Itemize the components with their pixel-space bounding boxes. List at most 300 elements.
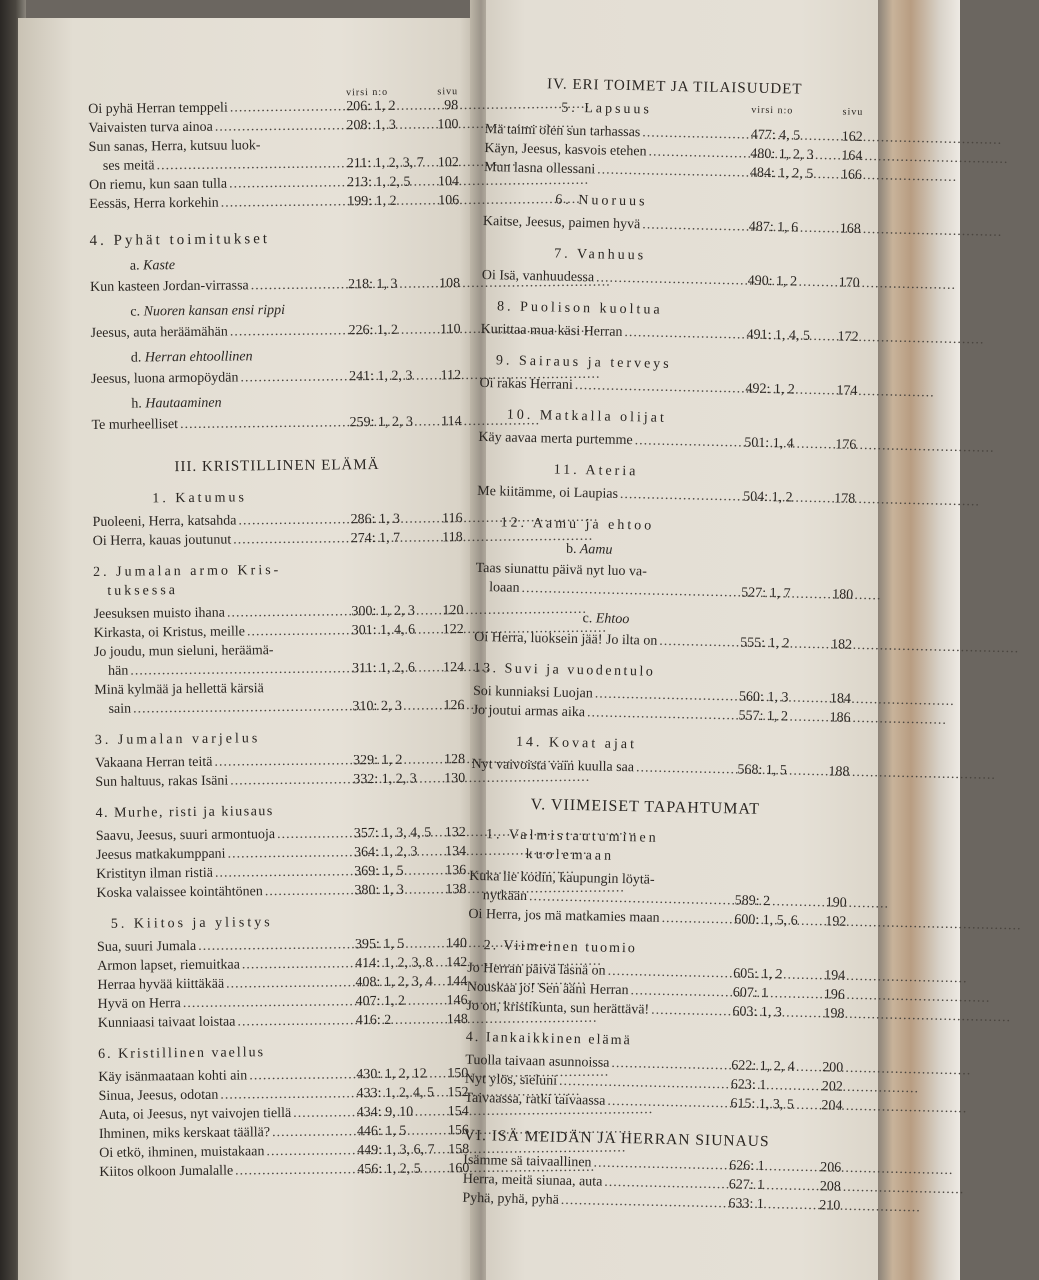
page-number: 176 (835, 437, 857, 453)
index-entry (471, 755, 849, 782)
dot-leader (196, 935, 355, 956)
index-group (97, 934, 468, 1033)
index-entry (98, 1010, 468, 1033)
hymn-title: Puoleeni, Herra, katsahda (92, 513, 237, 530)
hymn-number: 211: 1, 2, 3, 7 (346, 155, 424, 172)
hymn-number: 329: 1, 2 (353, 752, 403, 769)
hymn-title: Käyn, Jeesus, kasvois etehen (484, 140, 647, 160)
dot-leader (238, 367, 349, 387)
hymn-number: 408: 1, 2, 3, 4 (355, 974, 433, 991)
page-number: 110 (440, 322, 461, 338)
hymn-number: 589: 2 (734, 893, 771, 910)
subsection-title: 9. Sairaus ja terveys (495, 353, 672, 372)
hymn-title: Kristityn ilman ristiä (96, 865, 213, 882)
subsection-title: 13. Suvi ja vuodentulo (473, 660, 656, 680)
dot-leader (640, 215, 749, 236)
hymn-title: Oi Herra, kauas joutunut (92, 532, 232, 549)
hymn-number: 615: 1, 3, 5 (730, 1096, 795, 1113)
hymn-number: 407: 1, 2 (355, 993, 406, 1010)
hymn-title: Kaitse, Jeesus, paimen hyvä (482, 213, 641, 233)
index-group (484, 120, 863, 185)
page-number: 152 (447, 1085, 469, 1101)
dot-leader (225, 843, 354, 863)
hymn-title: Sinua, Jeesus, odotan (98, 1087, 219, 1104)
page-number: 150 (447, 1066, 469, 1082)
index-entry (478, 428, 856, 455)
virsi-heading: virsi n:o (346, 86, 389, 99)
dot-leader (263, 881, 355, 901)
subsection-title: 6. Kristillinen vaellus (98, 1045, 266, 1062)
subsection-title: d. Herran ehtoollinen (130, 349, 253, 366)
page-number: 100 (437, 117, 459, 133)
hymn-title: Jo joutui armas aika (472, 702, 586, 721)
dot-leader (291, 1103, 357, 1123)
left-column (88, 82, 469, 1182)
page-number: 104 (437, 174, 460, 190)
hymn-title: Oi Isä, vanhuudessa (481, 267, 595, 286)
hymn-number: 487: 1, 6 (748, 219, 799, 236)
dot-leader (219, 192, 348, 212)
index-group (468, 867, 847, 932)
hymn-number: 480: 1, 2, 3 (750, 146, 814, 163)
index-group (462, 1151, 841, 1216)
page-number: 142 (446, 955, 468, 971)
hymn-number: 603: 1, 3 (732, 1004, 782, 1021)
hymn-number: 430: 1, 2, 12 (356, 1066, 427, 1083)
page-number: 112 (440, 368, 462, 384)
page-number: 146 (446, 993, 468, 1009)
hymn-title: Koska valaissee kointähtönen (96, 884, 263, 901)
dot-leader (227, 173, 347, 193)
hymn-number: 286: 1, 3 (350, 511, 401, 528)
virsi-heading: virsi n:o (751, 104, 794, 117)
index-group (98, 1064, 469, 1182)
dot-leader (178, 413, 350, 434)
dot-leader (270, 1122, 357, 1142)
index-entry (477, 482, 855, 509)
subsection-title: c. Nuoren kansan ensi rippi (130, 302, 286, 320)
page-number: 158 (448, 1142, 470, 1158)
dot-leader (218, 1084, 356, 1104)
dot-leader (657, 632, 740, 653)
hymn-title: Mun lasna ollessani (483, 159, 596, 178)
dot-leader (595, 160, 750, 182)
dot-leader (594, 268, 748, 290)
hymn-number: 527: 1, 7 (741, 585, 791, 602)
index-group (466, 959, 845, 1024)
index-entry (482, 266, 860, 293)
hymn-title-continuation: ses meitä (102, 158, 155, 174)
subsection-title: 14. Kovat ajat (515, 734, 638, 753)
hymn-title: Saavu, Jeesus, suuri armontuoja (95, 827, 276, 844)
dot-leader (659, 909, 734, 930)
subsection-title: 4. Iankaikkinen elämä (465, 1029, 632, 1049)
index-group (464, 1051, 843, 1116)
hymn-number: 623: 1 (730, 1077, 767, 1094)
index-group (90, 274, 460, 297)
hymn-title-continuation: hän (108, 663, 129, 679)
page-number: 116 (441, 511, 463, 527)
hymn-number: 380: 1, 3 (354, 882, 404, 899)
hymn-number: 501: 1, 4 (744, 435, 794, 452)
page-number: 128 (443, 752, 466, 768)
dot-leader (585, 703, 739, 725)
subsection-title: c. Ehtoo (582, 611, 630, 628)
page-number: 126 (443, 698, 465, 714)
main-section-title: V. VIIMEISET TAPAHTUMAT (530, 796, 761, 818)
hymn-title: Te murheelliset (91, 417, 179, 433)
page-number: 130 (444, 771, 466, 787)
page-number: 198 (823, 1006, 845, 1022)
page-number: 156 (447, 1123, 470, 1139)
page-number: 180 (832, 587, 854, 603)
dot-leader (225, 602, 352, 622)
hymn-title: Sua, suuri Jumala (96, 938, 197, 955)
hymn-title: Mä taimi olen sun tarhassas (484, 121, 641, 141)
hymn-title: Jeesus, luona armopöydän (90, 370, 239, 387)
hymn-title: Nyt ylös, sieluni (464, 1071, 558, 1089)
hymn-number: 504: 1, 2 (743, 489, 793, 506)
page-number: 98 (444, 98, 459, 114)
dot-leader (240, 954, 356, 974)
index-group (479, 374, 857, 401)
hymn-number: 490: 1, 2 (747, 273, 798, 290)
hymn-title: Ihminen, miks kerskaat täällä? (98, 1125, 271, 1142)
page-number: 170 (838, 275, 860, 291)
index-group (472, 682, 851, 728)
main-section-title: IV. ERI TOIMET JA TILAISUUDET (546, 76, 803, 98)
hymn-title: Oi etkö, ihminen, muistakaan (99, 1144, 265, 1161)
page-number: 122 (442, 622, 464, 638)
dot-leader (649, 1001, 733, 1022)
hymn-number: 605: 1, 2 (733, 966, 783, 983)
index-group (91, 366, 461, 389)
subsection-title: 3. Jumalan varjelus (94, 731, 261, 748)
page-number: 164 (841, 148, 863, 164)
dot-leader (573, 376, 746, 399)
hymn-title: Oi rakas Herrani (479, 375, 573, 393)
dot-leader (181, 992, 356, 1013)
index-entry (90, 320, 460, 343)
hymn-title: Sun sanas, Herra, kutsuu luok- (88, 138, 261, 155)
subsection-title: b. Aamu (565, 541, 613, 558)
index-group (482, 266, 860, 293)
dot-leader (212, 751, 353, 771)
index-group (478, 428, 856, 455)
hymn-title: Vaivaisten turva ainoa (88, 119, 213, 136)
page-number: 192 (825, 914, 847, 930)
index-group (477, 482, 855, 509)
index-entry (479, 374, 857, 401)
hymn-title: Me kiitämme, oi Laupias (477, 483, 619, 502)
hymn-number: 568: 1, 5 (737, 762, 788, 779)
index-group (90, 320, 460, 343)
subsection-title: a. Kaste (129, 258, 176, 274)
index-group (93, 601, 464, 719)
hymn-number: 395: 1, 5 (354, 936, 405, 953)
hymn-title: Jo Herran päivä läsnä on (467, 960, 606, 979)
index-entry (96, 880, 466, 903)
hymn-title: Taas siunattu päivä nyt luo va- (475, 560, 648, 580)
page-number: 208 (819, 1179, 841, 1195)
hymn-number: 449: 1, 3, 6, 7 (357, 1142, 435, 1159)
dot-leader (646, 142, 750, 163)
hymn-number: 607: 1 (732, 985, 769, 1002)
dot-leader (235, 1011, 356, 1031)
index-entry (91, 366, 461, 389)
dot-leader (154, 154, 346, 175)
hymn-title: Pyhä, pyhä, pyhä (462, 1190, 560, 1208)
dot-leader (519, 579, 741, 603)
index-entry-continuation (94, 696, 464, 719)
subsection-title: h. Hautaaminen (131, 395, 222, 412)
dot-leader (605, 1092, 730, 1114)
hymn-number: 218: 1, 3 (348, 276, 398, 293)
dot-leader (131, 697, 353, 718)
dot-leader (213, 116, 347, 136)
hymn-title: Käy aavaa merta purtemme (478, 429, 633, 449)
hymn-title: Hyvä on Herra (97, 996, 181, 1012)
subsection-title: 1. Valmistautuminen kuolemaan (485, 827, 659, 864)
dot-leader (622, 323, 746, 345)
page-number: 210 (819, 1198, 841, 1214)
hymn-title: Vakaana Herran teitä (95, 754, 213, 771)
subsection-title: 10. Matkalla olijat (506, 407, 668, 426)
index-group (88, 96, 459, 214)
hymn-number: 274: 1, 7 (350, 530, 401, 547)
page-number: 186 (829, 710, 851, 726)
hymn-number: 206: 1, 2 (346, 98, 396, 115)
index-group (96, 823, 467, 903)
page-number: 160 (448, 1161, 470, 1177)
hymn-number: 416: 2 (355, 1012, 392, 1029)
subsection-title: 4. Murhe, risti ja kiusaus (95, 804, 274, 821)
hymn-number: 369: 1, 5 (354, 863, 404, 880)
dot-leader (559, 1191, 729, 1214)
subsection-title: 5. Kiitos ja ylistys (110, 915, 273, 932)
hymn-number: 364: 1, 2, 3 (353, 844, 418, 861)
dot-leader (236, 510, 350, 530)
page-number: 108 (439, 276, 461, 292)
hymn-number: 600: 1, 5, 6 (734, 912, 798, 929)
hymn-number: 414: 1, 2, 3, 8 (355, 955, 433, 972)
right-column (462, 74, 864, 1216)
hymn-title: Herra, meitä siunaa, auta (462, 1171, 603, 1190)
dot-leader (228, 97, 347, 117)
hymn-number: 446: 1, 5 (356, 1123, 407, 1140)
dot-leader (249, 275, 349, 295)
index-group (92, 509, 462, 551)
page-number: 200 (822, 1060, 844, 1076)
hymn-title: Kuka lie kodin, kaupungin löytä- (469, 868, 655, 888)
page-number: 172 (837, 329, 859, 345)
subsection-title: 2. Viimeinen tuomio (483, 938, 638, 957)
hymn-number: 491: 1, 4, 5 (746, 327, 811, 344)
page-number: 118 (442, 530, 463, 546)
page-number: 102 (437, 155, 459, 171)
index-entry (483, 212, 861, 239)
hymn-number: 310: 2, 3 (352, 698, 402, 715)
page-number: 196 (823, 987, 845, 1003)
page-number: 178 (834, 491, 856, 507)
main-section-title: III. KRISTILLINEN ELÄMÄ (174, 456, 380, 476)
dot-leader (245, 621, 352, 641)
index-group (480, 320, 858, 347)
subsection-title: 1. Katumus (152, 490, 247, 507)
page-number: 174 (836, 383, 858, 399)
page-number: 162 (841, 129, 863, 145)
index-entry (91, 412, 461, 435)
page-number: 124 (443, 660, 465, 676)
dot-leader (632, 431, 744, 452)
page-number: 106 (438, 193, 460, 209)
dot-leader (609, 1054, 731, 1076)
hymn-number: 332: 1, 2, 3 (353, 771, 417, 788)
hymn-title: Jo joudu, mun sieluni, heräämä- (93, 643, 274, 660)
hymn-number: 300: 1, 2, 3 (351, 603, 415, 620)
hymn-title: Jeesus, auta heräämähän (90, 324, 228, 341)
hymn-number: 241: 1, 2, 3 (348, 368, 413, 385)
page-number: 114 (440, 414, 462, 430)
subsection-title: 5. Lapsuus (561, 100, 653, 118)
dot-leader (618, 485, 744, 507)
hymn-number: 301: 1, 4, 6 (351, 622, 416, 639)
hymn-title: Kun kasteen Jordan-virrassa (90, 278, 249, 295)
hymn-number: 434: 9, 10 (356, 1104, 414, 1121)
hymn-title: Tuolla taivaan asunnoissa (465, 1052, 610, 1071)
subsection-title: 11. Ateria (553, 462, 639, 480)
index-group (475, 559, 854, 605)
subsection-title: 8. Puolison kuoltua (496, 299, 663, 318)
page-number: 184 (829, 691, 852, 707)
page-number: 136 (445, 863, 467, 879)
index-entry (90, 274, 460, 297)
index-entry (480, 320, 858, 347)
hymn-title: Herraa hyvää kiittäkää (97, 976, 225, 993)
page-number: 188 (828, 764, 850, 780)
index-entry (93, 528, 463, 551)
dot-leader (228, 321, 349, 341)
subsection-title: 6. Nuoruus (555, 192, 648, 210)
hymn-title: Oi Herra, jos mä matkamies maan (468, 906, 660, 926)
index-entry (95, 769, 465, 792)
hymn-number: 199: 1, 2 (347, 193, 397, 210)
hymn-number: 311: 1, 2, 6 (352, 660, 416, 677)
page-number: 154 (447, 1104, 469, 1120)
hymn-number: 626: 1 (729, 1158, 765, 1175)
hymn-title: Minä kylmää ja hellettä kärsiä (94, 681, 264, 698)
dot-leader (224, 973, 355, 993)
hymn-title: On riemu, kun saan tulla (88, 176, 228, 193)
sivu-heading: sivu (842, 106, 864, 118)
hymn-title-continuation: nytkään (482, 888, 528, 905)
page-number: 134 (444, 844, 467, 860)
hymn-title: Nyt vaivoista vain kuulla saa (471, 756, 635, 776)
dot-leader (634, 758, 738, 779)
page-number: 138 (445, 882, 467, 898)
hymn-number: 622: 1, 2, 4 (731, 1058, 795, 1075)
page-number: 148 (446, 1012, 468, 1028)
dot-leader (213, 862, 355, 882)
subsection-title: 7. Vanhuus (554, 246, 647, 264)
subsection-title: 12. Aamu ja ehtoo (500, 515, 655, 534)
hymn-title: Armon lapset, riemuitkaa (97, 957, 240, 974)
hymn-number: 226: 1, 2 (348, 322, 399, 339)
index-group (95, 750, 465, 792)
hymn-number: 492: 1, 2 (745, 381, 795, 398)
hymn-title: Kirkasta, oi Kristus, meille (93, 624, 246, 641)
index-entry (89, 191, 459, 214)
hymn-title: Jeesus matkakumppani (95, 846, 226, 863)
hymn-title: Jeesuksen muisto ihana (93, 605, 226, 622)
hymn-title: Oi Herra, luoksein jää! Jo ilta on (474, 629, 658, 649)
page-number: 132 (444, 825, 466, 841)
index-group (91, 412, 461, 435)
page-number: 202 (821, 1079, 844, 1095)
index-group (471, 755, 849, 782)
hymn-title: Taivaassa, ratki taivaassa (464, 1090, 606, 1109)
hymn-title: Sun haltuus, rakas Isäni (95, 773, 229, 790)
page-number: 144 (446, 974, 468, 990)
dot-leader (228, 770, 353, 790)
hymn-title: Nouskaa jo! Sen ääni Herran (466, 979, 629, 999)
dot-leader (233, 1160, 357, 1180)
hymn-number: 433: 1, 2, 4, 5 (356, 1085, 435, 1102)
hymn-number: 633: 1 (728, 1196, 764, 1213)
hymn-number: 456: 1, 2, 5 (357, 1161, 421, 1178)
hymn-number: 555: 1, 2 (739, 635, 790, 652)
page-number: 166 (840, 167, 863, 183)
dot-leader (275, 824, 354, 844)
hymn-number: 477: 4, 5 (750, 127, 801, 144)
hymn-title: Kiitos olkoon Jumalalle (99, 1163, 234, 1180)
hymn-title: Soi kunniaksi Luojan (472, 683, 593, 702)
hymn-title: Käy isänmaataan kohti ain (98, 1068, 248, 1085)
index-entry (99, 1159, 469, 1182)
subsection-title: 2. Jumalan armo Kris- tuksessa (93, 563, 282, 599)
index-group (483, 212, 861, 239)
hymn-title: Isämme sä taivaallinen (463, 1152, 592, 1171)
dot-leader (264, 1141, 357, 1161)
page-number: 182 (830, 637, 853, 653)
hymn-title: Kunniaasi taivaat loistaa (97, 1014, 236, 1031)
page-number: 140 (445, 936, 468, 952)
hymn-title: Eessäs, Herra korkehin (89, 195, 219, 212)
dot-leader (231, 529, 351, 549)
hymn-title-continuation: sain (108, 701, 132, 717)
section-title: 4. Pyhät toimitukset (89, 231, 271, 249)
hymn-title: Jo on, kristikunta, sun herättävä! (466, 998, 650, 1018)
hymn-number: 208: 1, 3 (346, 117, 396, 134)
page-number: 168 (839, 221, 861, 237)
hymn-number: 259: 1, 2, 3 (349, 414, 414, 431)
dot-leader (628, 981, 733, 1002)
hymn-number: 484: 1, 2, 5 (749, 165, 814, 182)
hymn-number: 213: 1, 2, 5 (346, 174, 411, 191)
hymn-title: Kurittaa mua käsi Herran (480, 321, 623, 340)
sivu-heading: sivu (437, 86, 459, 98)
page-number: 190 (825, 895, 847, 911)
hymn-number: 560: 1, 3 (738, 689, 789, 706)
dot-leader (247, 1065, 356, 1085)
hymn-number: 627: 1 (728, 1177, 765, 1194)
hymn-number: 557: 1, 2 (738, 708, 789, 725)
page-number: 194 (824, 968, 846, 984)
page-number: 120 (442, 603, 464, 619)
hymn-title: Auta, oi Jeesus, nyt vaivojen tiellä (98, 1105, 292, 1123)
hymn-title-continuation: loaan (489, 580, 520, 596)
page-number: 206 (820, 1160, 842, 1176)
